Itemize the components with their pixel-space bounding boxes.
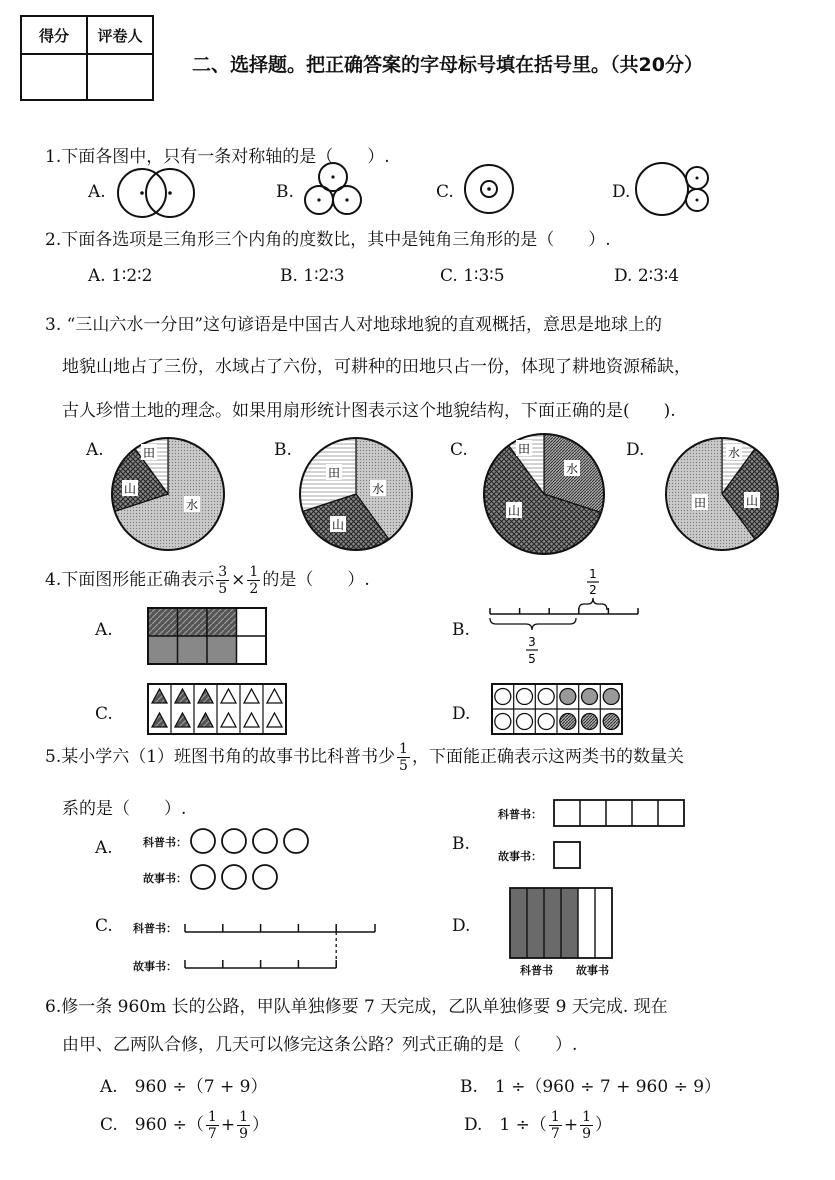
q3-option-c[interactable]: C. <box>450 440 468 460</box>
q4-option-c[interactable]: C. <box>95 704 113 724</box>
q5-d-gushi-caption: 故事书 <box>576 964 609 977</box>
score-cell[interactable] <box>21 54 87 100</box>
pie-b-shan: 山 <box>331 518 345 532</box>
q4-figure-b <box>486 566 646 674</box>
q4-b-top-den: 2 <box>589 583 597 597</box>
q2-option-d[interactable]: D. 2∶3∶4 <box>614 266 680 286</box>
q6-option-a[interactable]: A. 960 ÷（7 + 9） <box>100 1077 268 1097</box>
q2-option-b[interactable]: B. 1∶2∶3 <box>280 266 345 286</box>
pie-b-tian: 田 <box>327 466 341 480</box>
pie-a-shan: 山 <box>123 482 137 496</box>
q5-b-kepu-bar <box>552 798 688 828</box>
q3-option-d[interactable]: D. <box>626 440 645 460</box>
q3-line3: 古人珍惜土地的理念。如果用扇形统计图表示这个地貌结构，下面正确的是( ). <box>62 401 676 421</box>
q4-text: 4.下面图形能正确表示 $\frac{3}{5}$ × $\frac{1}{2}$ 的是（ ）. <box>45 564 370 597</box>
q3-line2: 地貌山地占了三份，水域占了六份，可耕种的田地只占一份，体现了耕地资源稀缺， <box>62 357 691 377</box>
q5-figure-d <box>508 886 618 962</box>
pie-c-tian: 田 <box>517 442 531 456</box>
q1-option-d[interactable]: D. <box>612 182 631 202</box>
q5-option-c[interactable]: C. <box>95 916 113 936</box>
q3-pie-b <box>294 432 418 556</box>
q5-option-a[interactable]: A. <box>95 838 113 858</box>
q1-figure-c <box>462 162 516 216</box>
q4-figure-a <box>146 606 270 668</box>
q3-option-a[interactable]: A. <box>86 440 104 460</box>
q6-option-d[interactable]: D. 1 ÷（ $\frac{1}{7}$ + $\frac{1}{9}$ ） <box>464 1109 612 1142</box>
q3-pie-a <box>106 432 230 556</box>
q3-pie-d <box>660 432 784 556</box>
q4-figure-c <box>146 682 290 738</box>
q4-option-b[interactable]: B. <box>452 620 470 640</box>
q5-b-gushi-bar <box>552 840 584 870</box>
q1-option-b[interactable]: B. <box>276 182 294 202</box>
grader-header: 评卷人 <box>87 16 153 54</box>
q1-figure-d <box>634 160 714 218</box>
q6-option-c[interactable]: C. 960 ÷（ $\frac{1}{7}$ + $\frac{1}{9}$ ） <box>100 1109 269 1142</box>
q5-line2: 系的是（ ）. <box>62 799 187 819</box>
q4-option-d[interactable]: D. <box>452 704 471 724</box>
q5-b-gushi-label: 故事书： <box>498 850 542 863</box>
q5-figure-c <box>180 910 380 976</box>
q5-c-kepu-label: 科普书： <box>133 922 177 935</box>
q6-line1: 6.修一条 960m 长的公路，甲队单独修要 7 天完成，乙队单独修要 9 天完成. 现在 <box>45 997 668 1017</box>
q1-option-a[interactable]: A. <box>88 182 106 202</box>
q4-figure-d <box>490 682 626 738</box>
q5-d-kepu-caption: 科普书 <box>520 964 553 977</box>
q4-b-bottom-den: 5 <box>528 652 536 666</box>
q3-option-b[interactable]: B. <box>274 440 292 460</box>
q5-option-b[interactable]: B. <box>452 834 470 854</box>
q3-pie-c <box>478 428 610 560</box>
pie-b-shui: 水 <box>371 482 385 496</box>
q2-text: 2.下面各选项是三角形三个内角的度数比，其中是钝角三角形的是（ ）. <box>45 230 611 250</box>
score-header: 得分 <box>21 16 87 54</box>
q4-b-bottom-num: 3 <box>528 635 536 649</box>
q1-option-c[interactable]: C. <box>436 182 454 202</box>
pie-d-shan: 山 <box>745 494 759 508</box>
q4-option-a[interactable]: A. <box>95 620 113 640</box>
section-title: 二、选择题。把正确答案的字母标号填在括号里。（共20分） <box>192 54 703 76</box>
score-table <box>20 15 154 101</box>
q1-text: 1.下面各图中，只有一条对称轴的是（ ）. <box>45 147 390 167</box>
q5-option-d[interactable]: D. <box>452 916 471 936</box>
pie-c-shui: 水 <box>565 462 579 476</box>
q1-figure-a <box>112 166 202 220</box>
pie-d-tian: 田 <box>693 496 707 510</box>
grader-cell[interactable] <box>87 54 153 100</box>
q2-option-c[interactable]: C. 1∶3∶5 <box>440 266 505 286</box>
q3-line1: 3. “三山六水一分田”这句谚语是中国古人对地球地貌的直观概括，意思是地球上的 <box>45 315 663 335</box>
q5-c-gushi-label: 故事书： <box>133 960 177 973</box>
pie-a-shui: 水 <box>185 498 199 512</box>
pie-a-tian: 田 <box>142 446 156 460</box>
q5-a-kepu-circles <box>188 826 314 856</box>
pie-c-shan: 山 <box>507 504 521 518</box>
pie-d-shui: 水 <box>727 446 741 460</box>
q4-b-top-num: 1 <box>589 567 597 581</box>
q5-a-kepu-label: 科普书： <box>143 836 187 849</box>
q5-line1: 5.某小学六（1）班图书角的故事书比科普书少 $\frac{1}{5}$ ，下面能正确表示这两类书的数量关 <box>45 741 684 774</box>
q2-option-a[interactable]: A. 1∶2∶2 <box>88 266 153 286</box>
q5-a-gushi-circles <box>188 862 284 892</box>
q6-line2: 由甲、乙两队合修，几天可以修完这条公路？列式正确的是（ ）. <box>62 1035 578 1055</box>
q5-a-gushi-label: 故事书： <box>143 872 187 885</box>
q5-b-kepu-label: 科普书： <box>498 808 542 821</box>
q6-option-b[interactable]: B. 1 ÷（960 ÷ 7 + 960 ÷ 9） <box>460 1077 722 1097</box>
q1-figure-b <box>300 160 366 218</box>
